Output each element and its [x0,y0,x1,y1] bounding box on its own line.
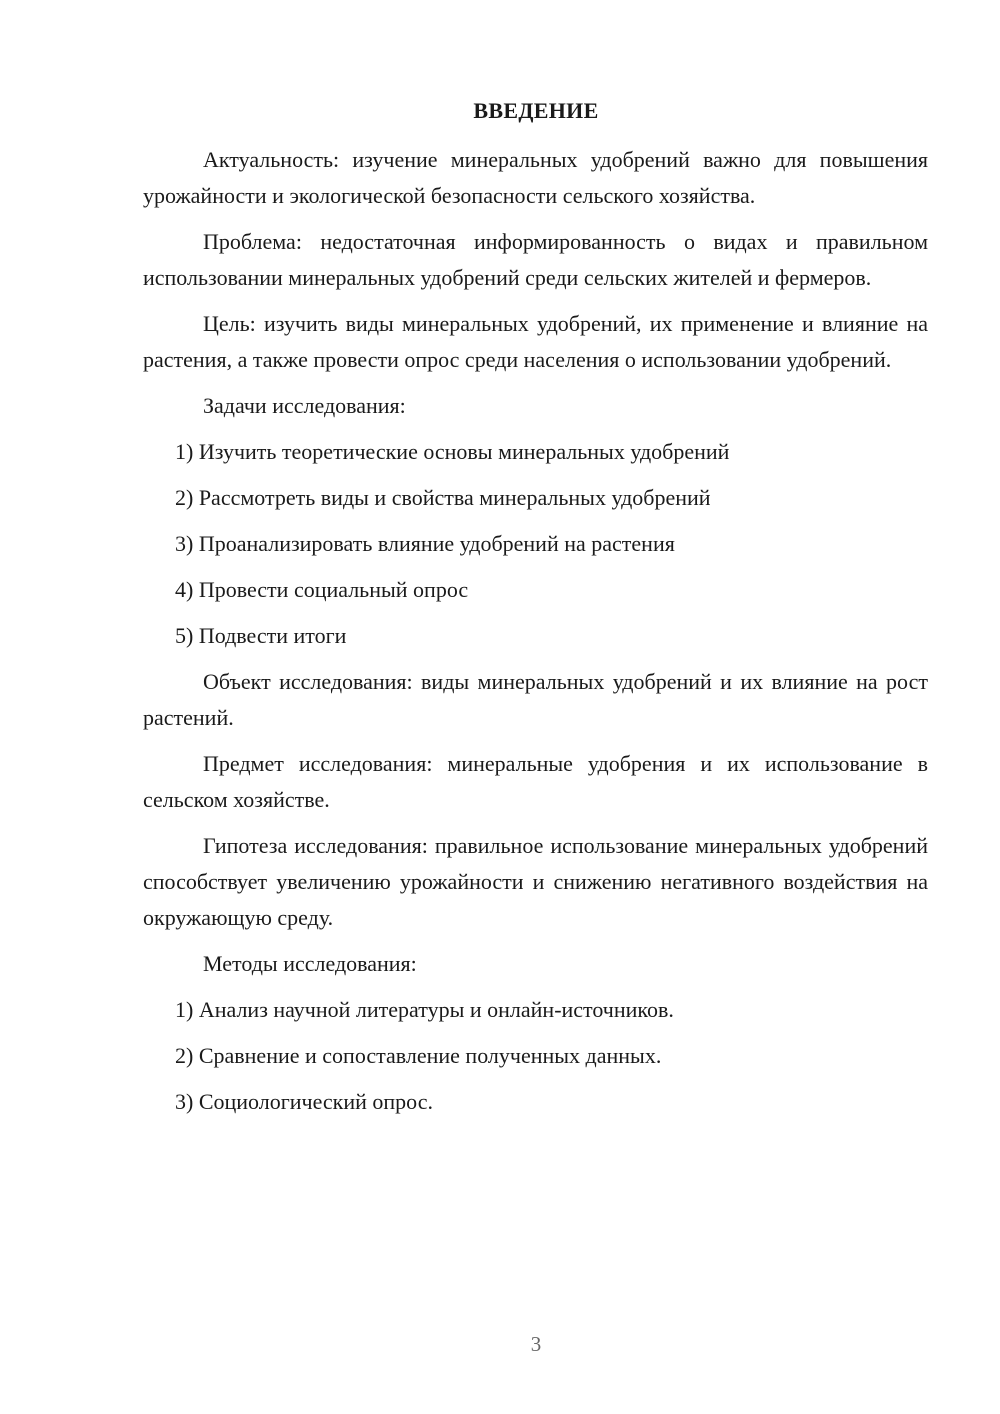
tasks-list [143,434,928,654]
page-number: 3 [530,1332,542,1356]
task-item: 2) Рассмотреть виды и свойства минеральных удобрений [175,485,711,510]
task-item: 1) Изучить теоретические основы минеральных удобрений [175,439,730,464]
method-item: 3) Социологический опрос. [175,1089,433,1114]
methods-list [143,992,928,1120]
goal-paragraph: Цель: изучить виды минеральных удобрений, их применение и влияние на растения, а также провести опрос среди населения о использовании удобрений. [143,311,928,372]
page-title: ВВЕДЕНИЕ [473,98,599,123]
problem-paragraph: Проблема: недостаточная информированность о видах и правильном использовании минеральных удобрений среди сельских жителей и фермеров. [143,229,928,290]
relevance-paragraph: Актуальность: изучение минеральных удобрений важно для повышения урожайности и экологической безопасности сельского хозяйства. [143,147,928,208]
task-item: 5) Подвести итоги [175,623,347,648]
subject-paragraph: Предмет исследования: минеральные удобрения и их использование в сельском хозяйстве. [143,751,928,812]
method-item: 2) Сравнение и сопоставление полученных данных. [175,1043,662,1068]
document-body [143,142,928,1130]
task-item: 4) Провести социальный опрос [175,577,469,602]
methods-title: Методы исследования: [203,951,417,976]
tasks-title: Задачи исследования: [203,393,406,418]
task-item: 3) Проанализировать влияние удобрений на растения [175,531,675,556]
object-paragraph: Объект исследования: виды минеральных удобрений и их влияние на рост растений. [143,669,928,730]
hypothesis-paragraph: Гипотеза исследования: правильное использование минеральных удобрений способствует увеличению урожайности и снижению негативного воздействия на окружающую среду. [143,833,928,930]
method-item: 1) Анализ научной литературы и онлайн-источников. [175,997,674,1022]
